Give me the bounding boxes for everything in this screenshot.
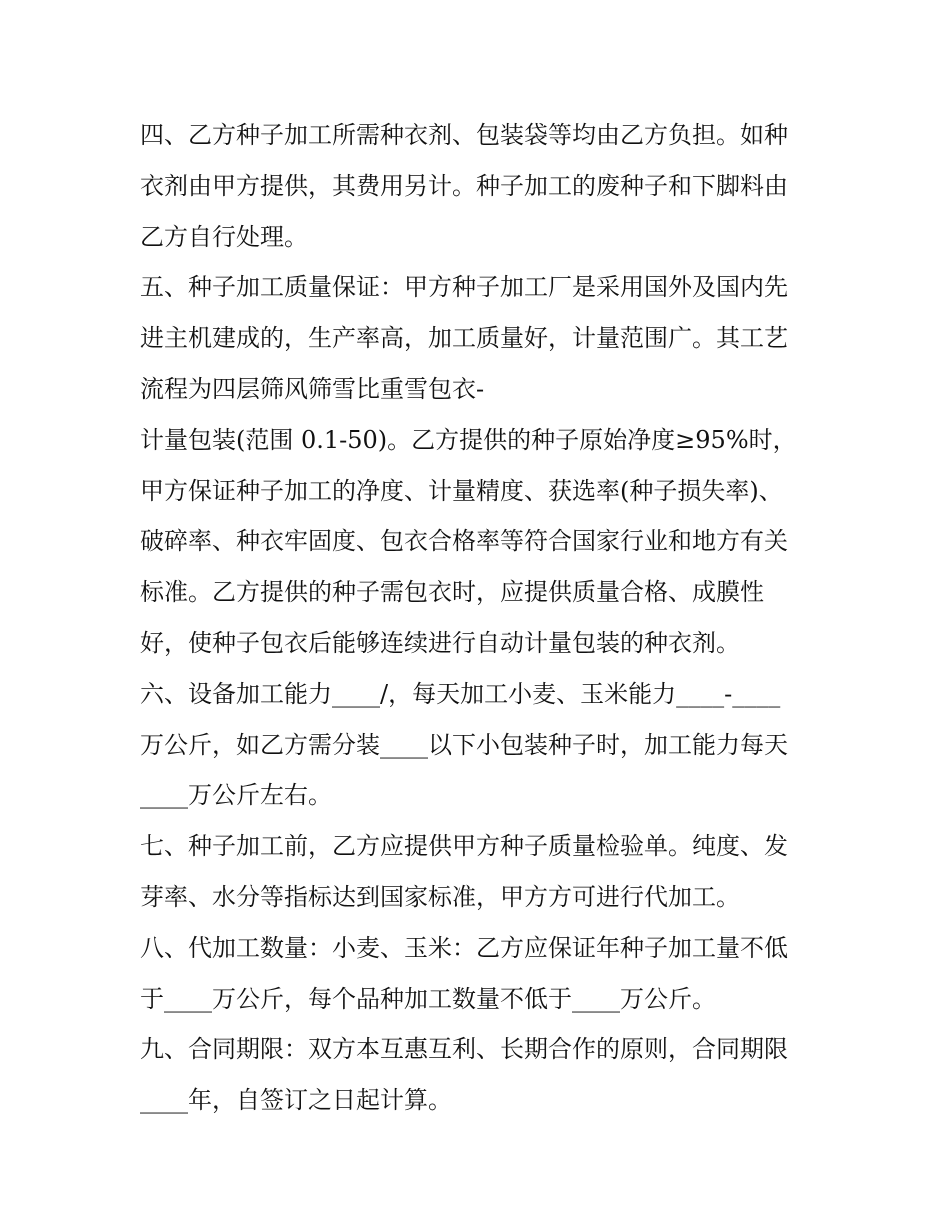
text-line: 标准。乙方提供的种子需包衣时，应提供质量合格、成膜性 [140,578,764,607]
text-line: 进主机建成的，生产率高，加工质量好，计量范围广。其工艺 [140,324,788,353]
text-line: 甲方保证种子加工的净度、计量精度、获选率(种子损失率)、 [140,476,783,505]
text-line: 乙方自行处理。 [140,222,308,251]
text-line: 于____万公斤，每个品种加工数量不低于____万公斤。 [140,984,716,1013]
text-line: 四、乙方种子加工所需种衣剂、包装袋等均由乙方负担。如种 [140,121,788,149]
text-line: 芽率、水分等指标达到国家标准，甲方方可进行代加工。 [140,882,740,911]
text-line: 五、种子加工质量保证：甲方种子加工厂是采用国外及国内先 [140,273,788,302]
text-line: 衣剂由甲方提供，其费用另计。种子加工的废种子和下脚料由 [140,171,788,200]
document-body [140,110,830,1126]
text-line: 八、代加工数量：小麦、玉米：乙方应保证年种子加工量不低 [140,933,788,962]
text-line: 流程为四层筛风筛雪比重雪包衣- [140,374,485,403]
text-line: 破碎率、种衣牢固度、包衣合格率等符合国家行业和地方有关 [140,527,788,556]
text-line: 计量包装(范围 0.1-50)。乙方提供的种子原始净度≥95%时， [140,425,797,454]
text-line: 好，使种子包衣后能够连续进行自动计量包装的种衣剂。 [140,628,740,657]
text-line: 六、设备加工能力____/，每天加工小麦、玉米能力____-____ [140,679,781,708]
text-line: 九、合同期限：双方本互惠互利、长期合作的原则，合同期限 [140,1035,788,1064]
text-line: 万公斤，如乙方需分装____以下小包装种子时，加工能力每天 [140,730,788,759]
text-line: ____年，自签订之日起计算。 [140,1086,452,1115]
text-line: 七、种子加工前，乙方应提供甲方种子质量检验单。纯度、发 [140,832,788,861]
text-line: ____万公斤左右。 [140,781,332,810]
